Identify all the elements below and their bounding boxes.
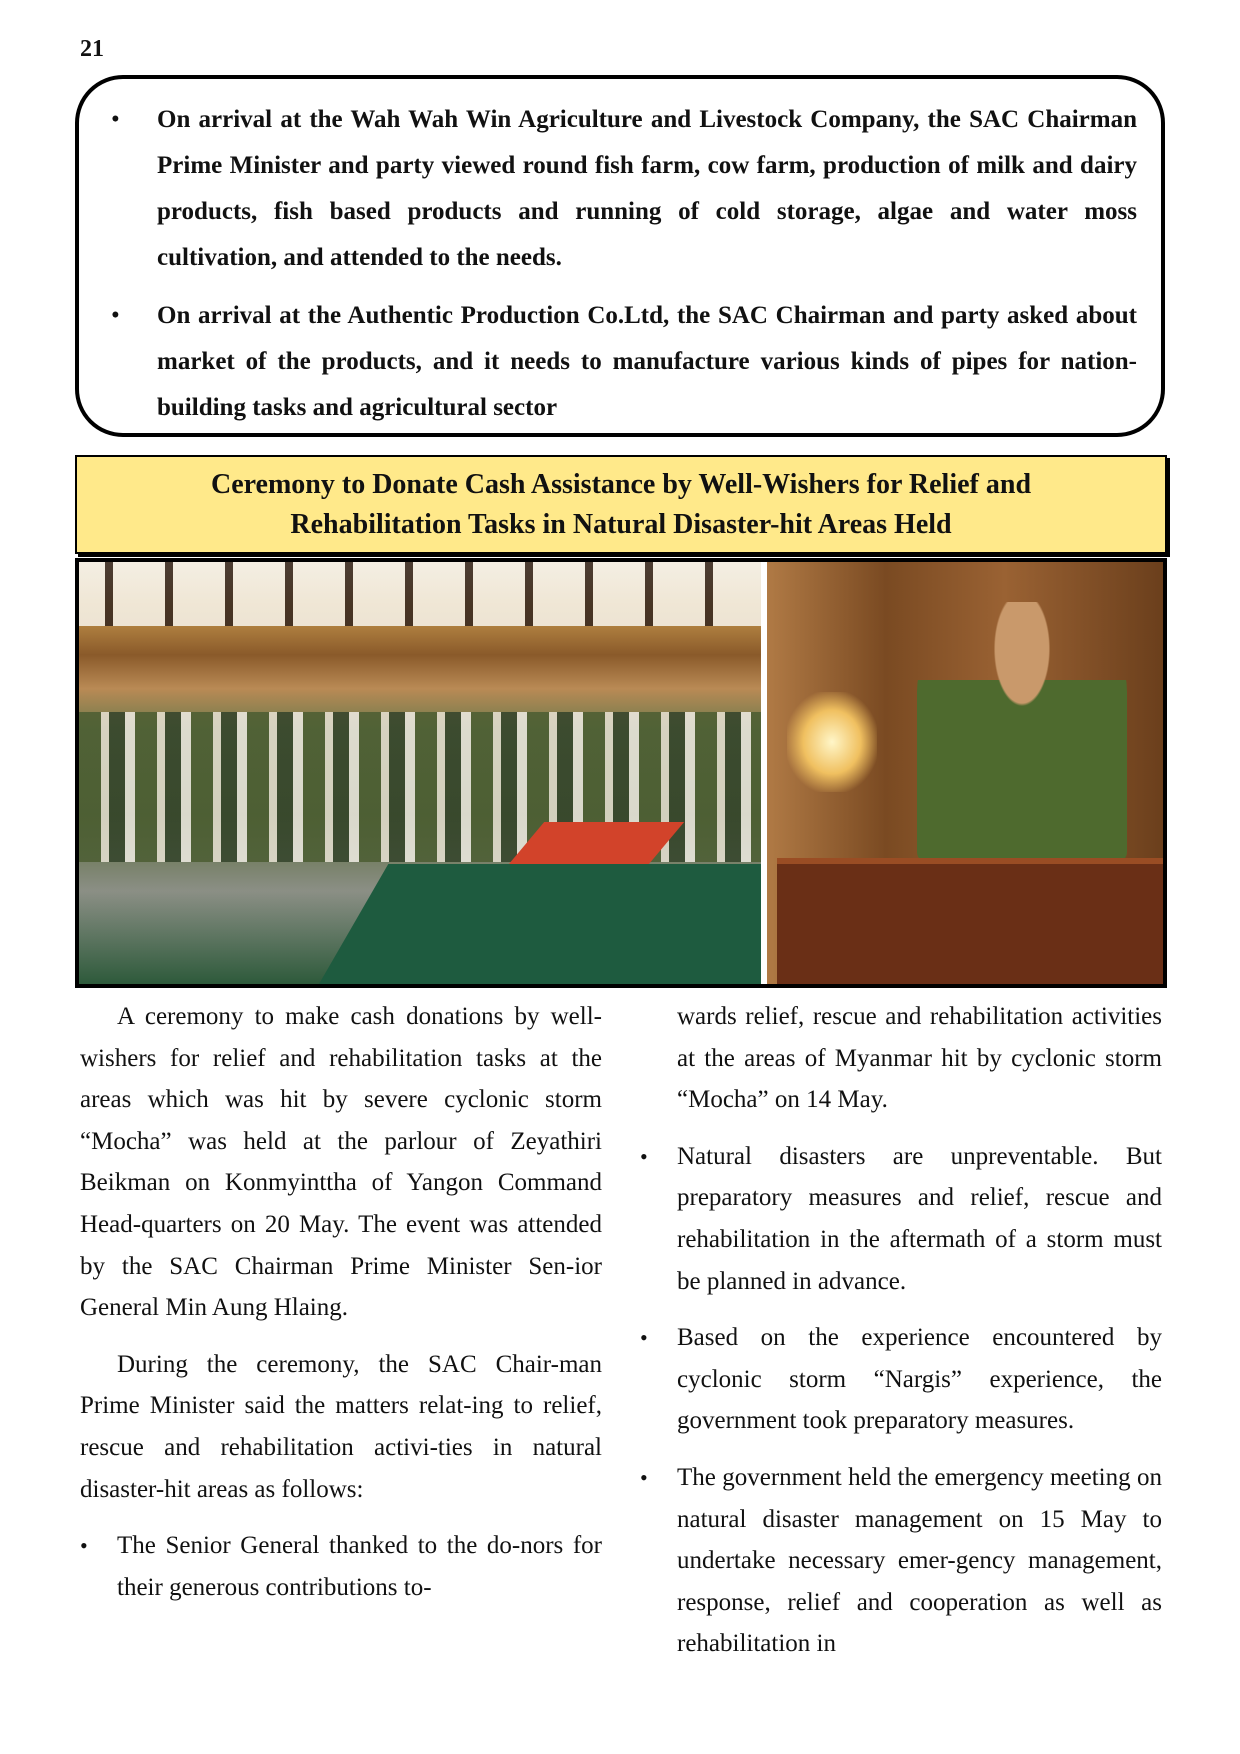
bullet-icon: • [640, 1464, 648, 1490]
right-text-column [640, 996, 1162, 1680]
article-heading-line: Rehabilitation Tasks in Natural Disaster-hit Areas Held [290, 508, 952, 540]
podium [777, 858, 1163, 984]
bullet-icon: • [640, 1325, 648, 1351]
continued-list-text: wards relief, rescue and rehabilitation activities at the areas of Myanmar hit by cyclonic storm “Mocha” on 14 May. [677, 1003, 1162, 1114]
summary-box [75, 75, 1165, 437]
list-item-text: Based on the experience encountered by cyclonic storm “Nargis” experience, the government took preparatory measures. [677, 1324, 1162, 1435]
ceiling-decoration [79, 562, 761, 626]
statement-list [80, 1525, 602, 1608]
list-item [640, 1136, 1162, 1302]
bullet-icon: • [111, 302, 120, 329]
article-heading [75, 455, 1167, 554]
chandelier [787, 692, 877, 792]
summary-item-text: On arrival at the Wah Wah Win Agriculture and Livestock Company, the SAC Chairman Prime Minister and party viewed round fish farm, cow farm, production of milk and dairy products, fish based products and running of cold storage, algae and water moss cultivation, and attended to the needs. [157, 106, 1137, 271]
page-number: 21 [80, 36, 104, 62]
body-paragraph: During the ceremony, the SAC Chair-man Prime Minister said the matters relat-ing to relief, rescue and rehabilitation activi-ties in natural disaster-hit areas as follows: [80, 1350, 602, 1503]
summary-item [101, 97, 1137, 281]
speaker-at-podium-photo [767, 562, 1163, 984]
bullet-icon: • [111, 106, 120, 133]
list-item [640, 1317, 1162, 1442]
speaker-figure [917, 602, 1127, 862]
green-carpet [319, 864, 761, 984]
list-item-text: Natural disasters are unpreventable. But preparatory measures and relief, rescue and rehabilitation in the aftermath of a storm must be planned in advance. [677, 1142, 1162, 1295]
ceremony-audience-photo [79, 562, 761, 984]
list-item-text: The Senior General thanked to the do-nors for their generous contributions to- [117, 1532, 602, 1601]
summary-item [101, 293, 1137, 431]
left-text-column [80, 996, 602, 1623]
bullet-icon: • [640, 1143, 648, 1169]
summary-item-text: On arrival at the Authentic Production Co.Ltd, the SAC Chairman and party asked about market of the products, and it needs to manufacture various kinds of pipes for nation-building tasks and agricultural sector [157, 302, 1137, 421]
statement-list [640, 1136, 1162, 1665]
article-heading-line: Ceremony to Donate Cash Assistance by Well-Wishers for Relief and [210, 468, 1032, 500]
photo-strip [75, 558, 1167, 988]
list-item [80, 1525, 602, 1608]
list-item [640, 1457, 1162, 1665]
list-item-text: The government held the emergency meeting on natural disaster management on 15 May to undertake necessary emer-gency management, response, relief and cooperation as well as rehabilitation in [677, 1463, 1162, 1658]
bullet-icon: • [80, 1533, 88, 1559]
body-paragraph: A ceremony to make cash donations by well-wishers for relief and rehabilitation tasks at the areas which was hit by severe cyclonic storm “Mocha” was held at the parlour of Zeyathiri Beikman on Konmyinttha of Yangon Command Head-quarters on 20 May. The event was attended by the SAC Chairman Prime Minister Sen-ior General Min Aung Hlaing. [80, 1003, 602, 1322]
summary-list [101, 97, 1137, 431]
